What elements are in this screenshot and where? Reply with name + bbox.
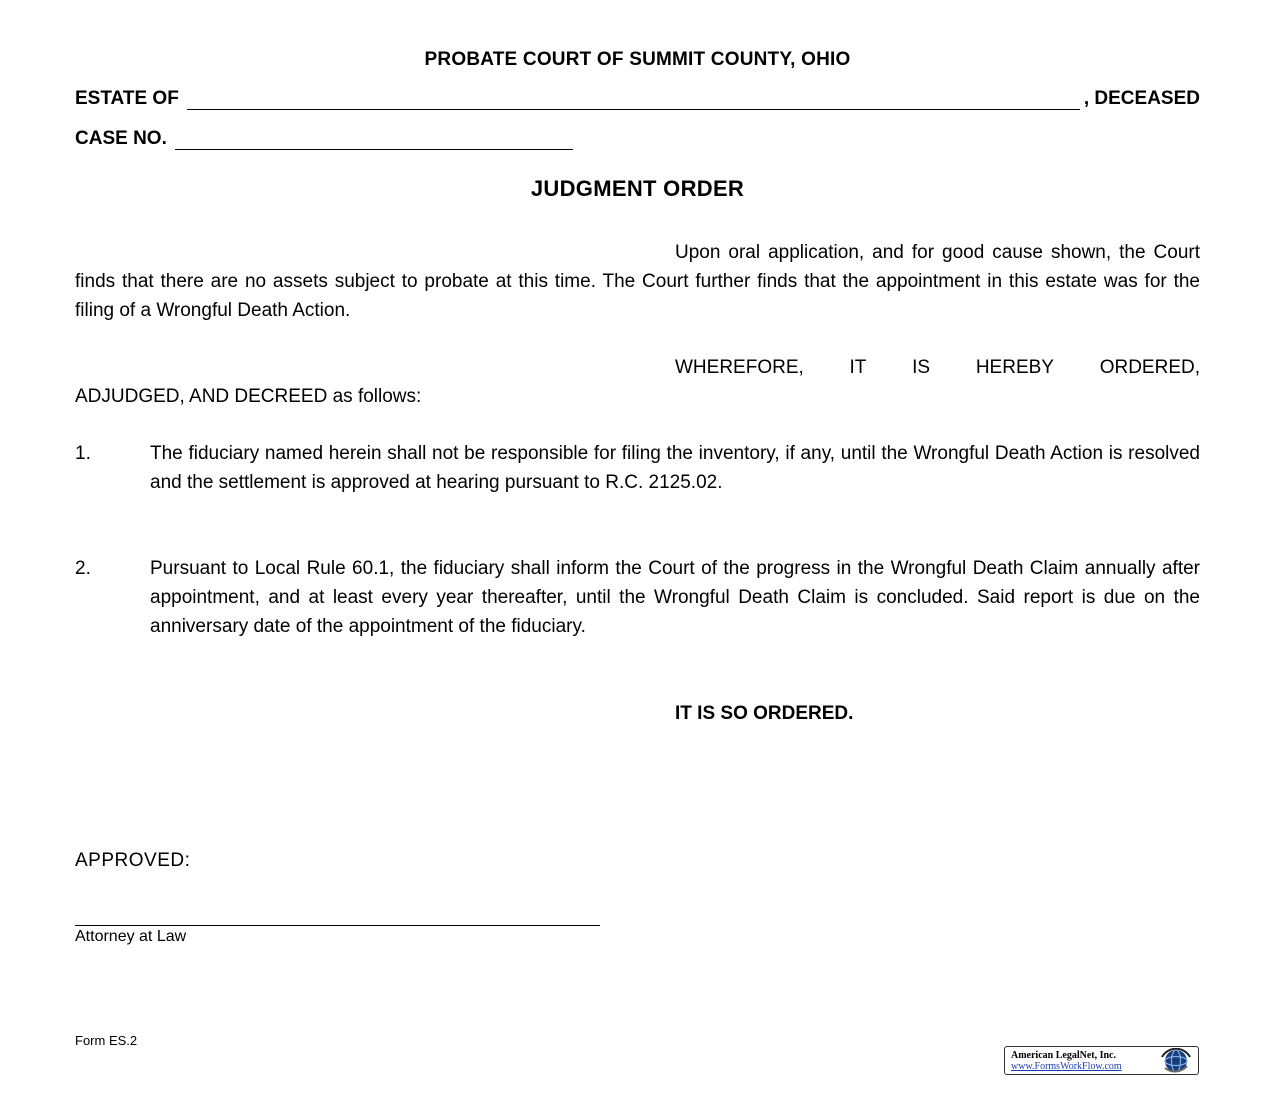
findings-paragraph	[75, 238, 1200, 325]
attorney-signature-line[interactable]	[75, 925, 600, 926]
wherefore-first-line	[675, 353, 1200, 382]
wherefore-word: HEREBY	[975, 357, 1054, 378]
wherefore-word: ORDERED,	[1099, 357, 1200, 378]
wherefore-word: WHEREFORE,	[675, 357, 804, 378]
findings-text: Upon oral application, and for good cause shown, the Court finds that there are no assets subject to probate at this time. The Court further finds that the appointment in this estate was for the filing of a Wrongful Death Action.	[75, 242, 1200, 321]
globe-icon	[1157, 1048, 1195, 1074]
order-item	[75, 439, 1200, 497]
wherefore-paragraph	[75, 353, 1200, 411]
item-number: 1.	[75, 443, 91, 464]
item-text: Pursuant to Local Rule 60.1, the fiduciary shall inform the Court of the progress in the Wrongful Death Claim annually after appointment, and at least every year thereafter, until the Wrongful Death Claim is concluded. Said report is due on the anniversary date of the appointment of the fiduciary.	[150, 558, 1200, 637]
court-heading: PROBATE COURT OF SUMMIT COUNTY, OHIO	[424, 49, 851, 70]
logo-company: American LegalNet, Inc.	[1011, 1050, 1116, 1061]
logo-url[interactable]: www.FormsWorkFlow.com	[1011, 1061, 1122, 1072]
order-item	[75, 554, 1200, 641]
approved-label: APPROVED:	[75, 850, 191, 871]
attorney-label: Attorney at Law	[75, 928, 187, 945]
estate-label: ESTATE OF	[75, 88, 179, 109]
american-legalnet-logo[interactable]	[1004, 1046, 1199, 1075]
wherefore-rest: ADJUDGED, AND DECREED as follows:	[75, 386, 422, 407]
document-title: JUDGMENT ORDER	[530, 176, 745, 201]
item-number: 2.	[75, 558, 91, 579]
so-ordered-text: IT IS SO ORDERED.	[675, 703, 854, 724]
case-number-blank[interactable]	[175, 133, 573, 150]
estate-line	[75, 88, 1200, 110]
wherefore-word: IS	[912, 357, 931, 378]
wherefore-word: IT	[849, 357, 867, 378]
case-number-line	[75, 128, 573, 150]
case-number-label: CASE NO.	[75, 128, 167, 149]
deceased-label: , DECEASED	[1083, 88, 1200, 109]
form-number: Form ES.2	[75, 1033, 138, 1048]
item-text: The fiduciary named herein shall not be responsible for filing the inventory, if any, until the Wrongful Death Action is resolved and the settlement is approved at hearing pursuant to R.C. 2125.02.	[150, 443, 1200, 493]
estate-name-blank[interactable]	[187, 93, 1080, 110]
